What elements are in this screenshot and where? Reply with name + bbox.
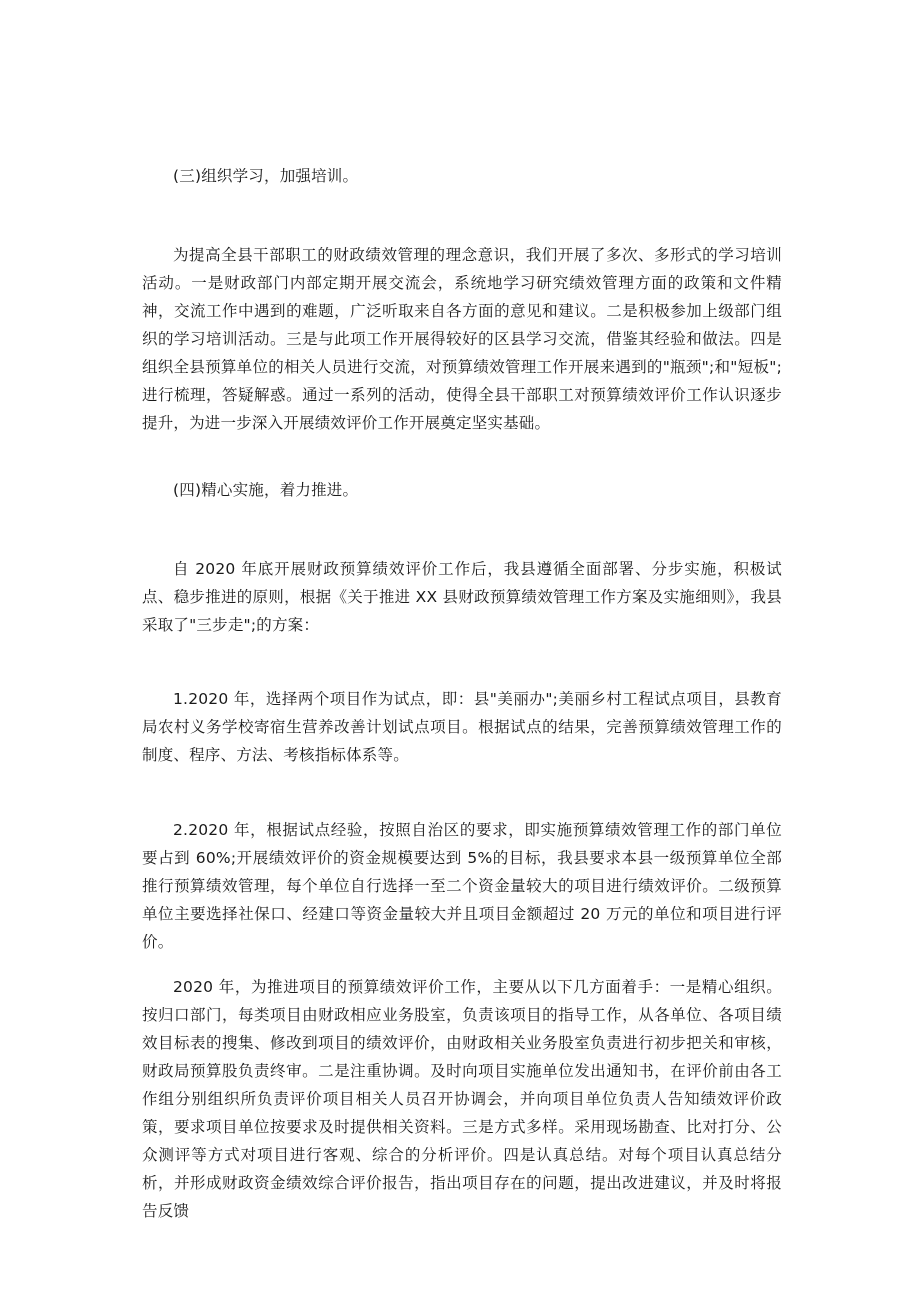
section-heading-3: (三)组织学习，加强培训。 bbox=[173, 167, 359, 185]
paragraph-step-1: 1.2020 年，选择两个项目作为试点，即：县"美丽办";美丽乡村工程试点项目，县教育局农村义务学校寄宿生营养改善计划试点项目。根据试点的结果，完善预算绩效管理工作的制度、程序、方法、考核指标体系等。 bbox=[142, 690, 782, 764]
paragraph-implementation: 自 2020 年底开展财政预算绩效评价工作后，我县遵循全面部署、分步实施，积极试点、稳步推进的原则，根据《关于推进 XX 县财政预算绩效管理工作方案及实施细则》，我县采取了"三步走";的方案： bbox=[142, 560, 782, 634]
paragraph-2020-measures: 2020 年，为推进项目的预算绩效评价工作，主要从以下几方面着手：一是精心组织。按归口部门，每类项目由财政相应业务股室，负责该项目的指导工作，从各单位、各项目绩效目标表的搜集、修改到项目的绩效评价，由财政相关业务股室负责进行初步把关和审核，财政局预算股负责终审。二是注重协调。及时向项目实施单位发出通知书，在评价前由各工作组分别组织所负责评价项目相关人员召开协调会，并向项目单位负责人告知绩效评价政策，要求项目单位按要求及时提供相关资料。三是方式多样。采用现场勘查、比对打分、公众测评等方式对项目进行客观、综合的分析评价。四是认真总结。对每个项目认真总结分析，并形成财政资金绩效综合评价报告，指出项目存在的问题，提出改进建议，并及时将报告反馈 bbox=[142, 978, 782, 1220]
paragraph-step-2: 2.2020 年，根据试点经验，按照自治区的要求，即实施预算绩效管理工作的部门单位要占到 60%;开展绩效评价的资金规模要达到 5%的目标，我县要求本县一级预算单位全部推行预算绩效管理，每个单位自行选择一至二个资金量较大的项目进行绩效评价。二级预算单位主要选择社保口、经建口等资金量较大并且项目金额超过 20 万元的单位和项目进行评价。 bbox=[142, 821, 782, 951]
paragraph-training: 为提高全县干部职工的财政绩效管理的理念意识，我们开展了多次、多形式的学习培训活动。一是财政部门内部定期开展交流会，系统地学习研究绩效管理方面的政策和文件精神，交流工作中遇到的难题，广泛听取来自各方面的意见和建议。二是积极参加上级部门组织的学习培训活动。三是与此项工作开展得较好的区县学习交流，借鉴其经验和做法。四是组织全县预算单位的相关人员进行交流，对预算绩效管理工作开展来遇到的"瓶颈";和"短板";进行梳理，答疑解惑。通过一系列的活动，使得全县干部职工对预算绩效评价工作认识逐步提升，为进一步深入开展绩效评价工作开展奠定坚实基础。 bbox=[142, 246, 782, 432]
section-heading-4: (四)精心实施，着力推进。 bbox=[173, 481, 359, 499]
